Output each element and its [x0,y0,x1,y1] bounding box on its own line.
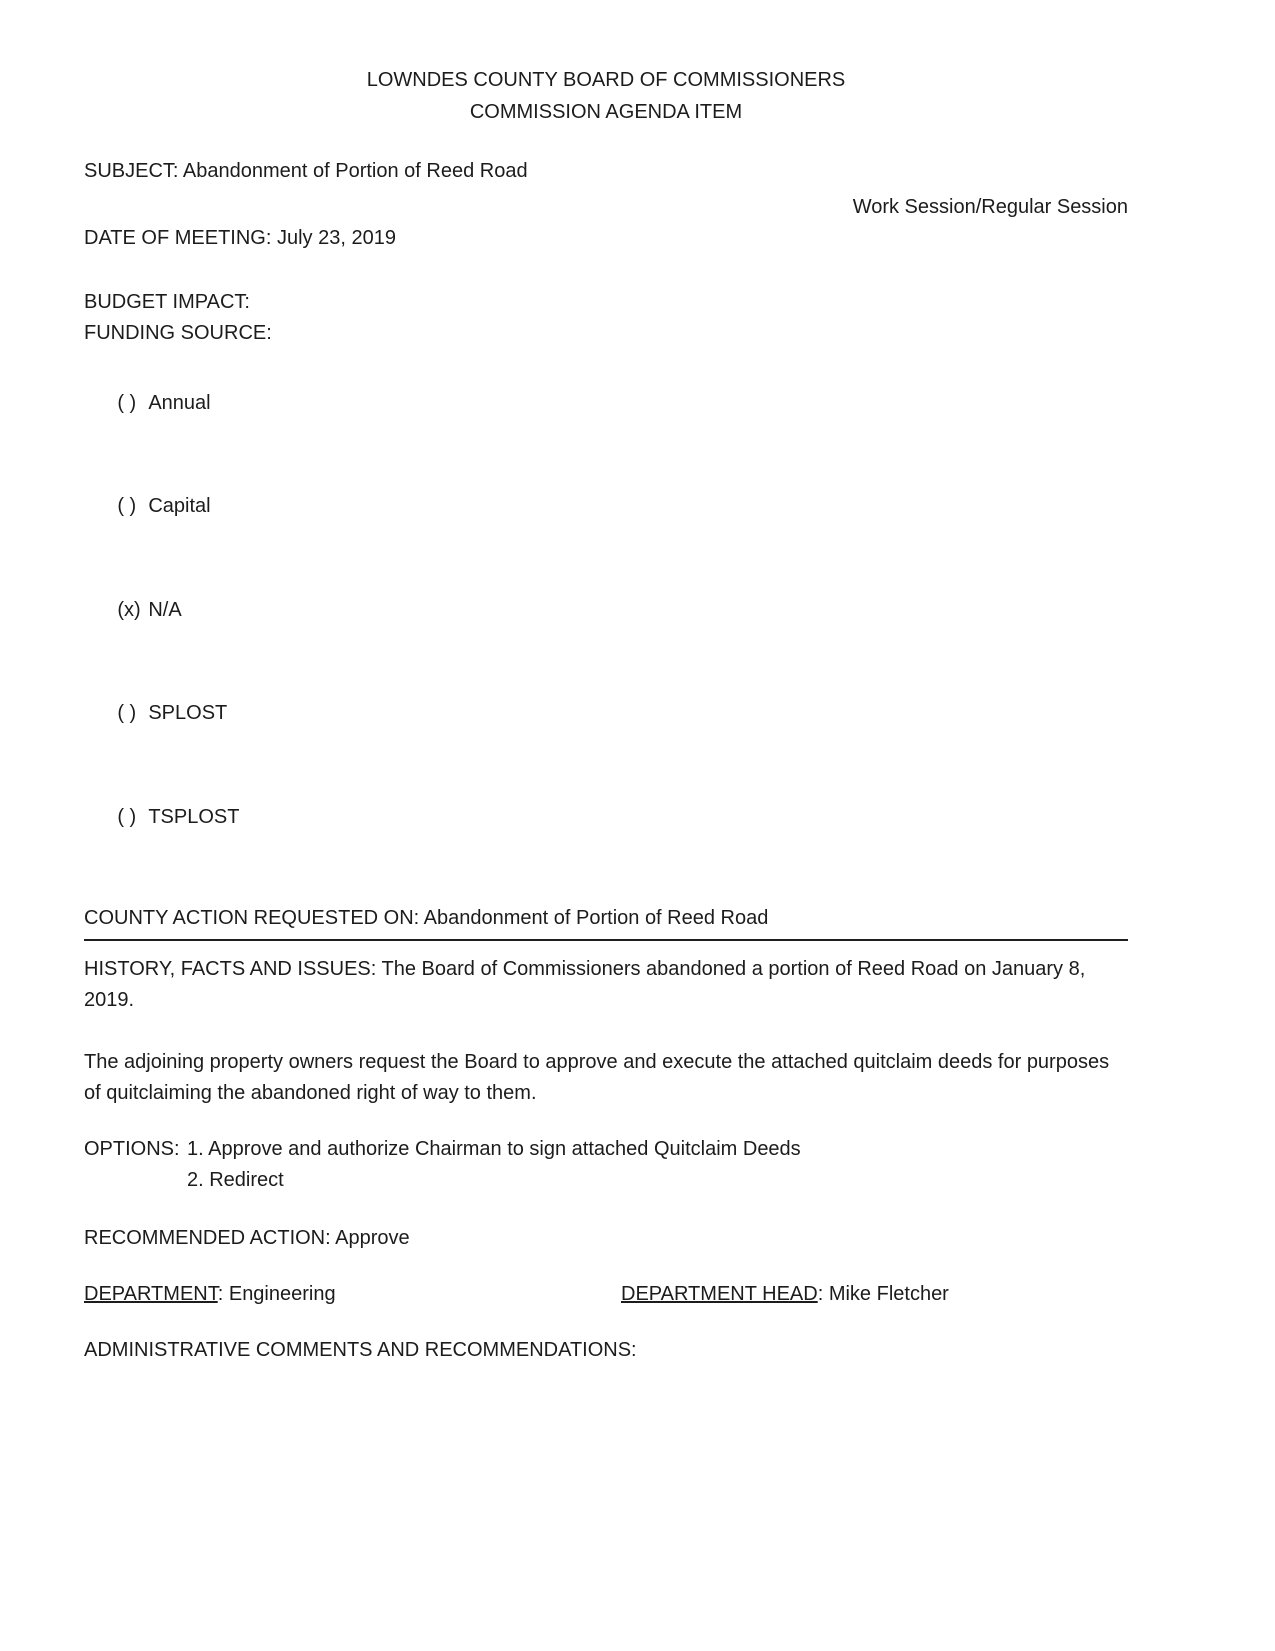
board-title: LOWNDES COUNTY BOARD OF COMMISSIONERS [366,69,846,91]
funding-option-annual [84,351,1128,455]
funding-option-label: SPLOST [148,702,228,724]
funding-source-label: FUNDING SOURCE: [84,322,272,344]
funding-option-tsplost [84,765,1128,869]
checkbox-mark: ( ) [117,805,137,828]
option-item-1: 1. Approve and authorize Chairman to sign attached Quitclaim Deeds [187,1137,801,1160]
options-row-2 [84,1165,1128,1196]
session-type: Work Session/Regular Session [852,196,1128,218]
department-label: DEPARTMENT [84,1282,218,1305]
budget-impact-label: BUDGET IMPACT: [84,291,250,313]
department-value: : Engineering [217,1282,336,1305]
funding-option-label: Capital [148,495,211,517]
funding-option-label: N/A [148,598,182,621]
options-label: OPTIONS: [84,1137,180,1160]
department-head-value: : Mike Fletcher [817,1282,949,1305]
checkbox-mark: ( ) [117,702,137,724]
recommended-action-line: RECOMMENDED ACTION: Approve [84,1226,410,1249]
checkbox-mark-checked: (x) [117,598,141,621]
date-of-meeting: DATE OF MEETING: July 23, 2019 [84,227,396,249]
county-action-requested-line: COUNTY ACTION REQUESTED ON: Abandonment of Portion of Reed Road [84,903,1128,941]
options-row-1 [84,1134,1128,1165]
history-facts-issues-paragraph: HISTORY, FACTS AND ISSUES: The Board of Commissioners abandoned a portion of Reed Road on January 8, 2019. [84,957,1086,1011]
department-field [84,1283,336,1305]
department-row [84,1279,1128,1310]
checkbox-mark: ( ) [117,391,137,414]
department-head-field [621,1279,949,1310]
department-head-label: DEPARTMENT HEAD [621,1282,818,1305]
options-section [84,1134,1128,1196]
funding-option-capital [84,455,1128,559]
funding-option-na [84,558,1128,662]
funding-option-splost [84,662,1128,766]
subject-line: SUBJECT: Abandonment of Portion of Reed Road [84,160,528,182]
funding-option-label: TSPLOST [148,805,240,828]
request-paragraph: The adjoining property owners request the Board to approve and execute the attached quitclaim deeds for purposes of quitclaiming the abandoned right of way to them. [84,1050,1110,1104]
checkbox-mark: ( ) [117,495,137,517]
document-type-title: COMMISSION AGENDA ITEM [469,101,743,123]
funding-option-label: Annual [148,391,211,414]
document-header [84,64,1128,128]
administrative-comments-label: ADMINISTRATIVE COMMENTS AND RECOMMENDATIONS: [84,1338,637,1361]
funding-options-list [84,351,1128,869]
option-item-2: 2. Redirect [187,1168,284,1191]
options-indent-spacer [84,1165,187,1196]
